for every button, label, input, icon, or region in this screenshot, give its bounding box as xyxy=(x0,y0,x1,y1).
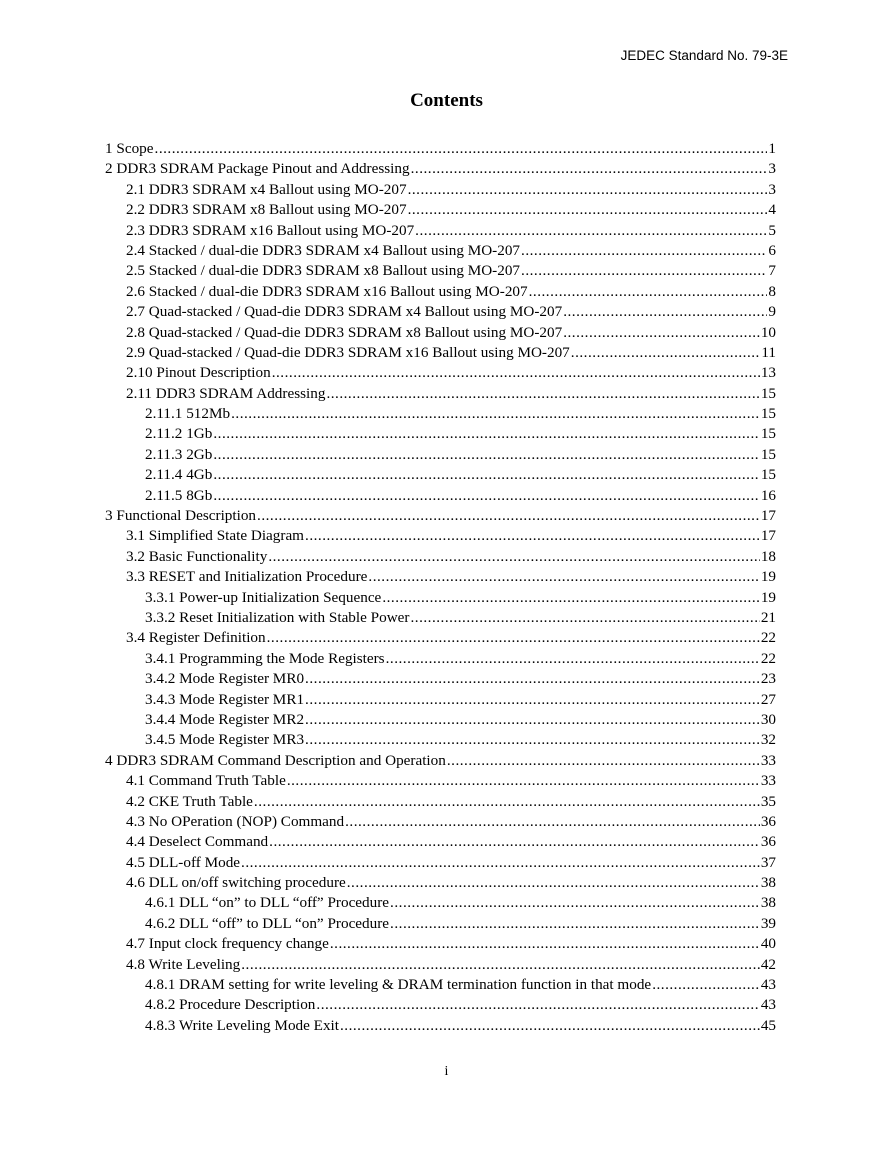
toc-entry-label: 2.5 Stacked / dual-die DDR3 SDRAM x8 Ballout using MO-207 xyxy=(126,262,521,280)
toc-entry-label: 4.8.2 Procedure Description xyxy=(145,996,316,1014)
toc-entry[interactable] xyxy=(105,548,776,568)
toc-entry-page: 30 xyxy=(760,710,776,728)
toc-entry-label: 4.2 CKE Truth Table xyxy=(126,792,253,810)
toc-dot-leader xyxy=(305,731,760,749)
toc-entry-page: 33 xyxy=(760,751,776,769)
toc-entry-page: 8 xyxy=(768,282,776,300)
toc-entry-page: 43 xyxy=(760,996,776,1014)
toc-entry-label: 4.8 Write Leveling xyxy=(126,955,241,973)
toc-entry-page: 3 xyxy=(768,180,776,198)
toc-dot-leader xyxy=(269,833,760,851)
toc-entry[interactable] xyxy=(105,222,776,242)
toc-dot-leader xyxy=(521,242,767,260)
toc-entry-page: 38 xyxy=(760,894,776,912)
toc-entry-label: 3.1 Simplified State Diagram xyxy=(126,527,305,545)
toc-entry-label: 4.8.1 DRAM setting for write leveling & DRAM termination function in that mode xyxy=(145,976,652,994)
toc-entry[interactable] xyxy=(105,609,776,629)
toc-entry-label: 2.9 Quad-stacked / Quad-die DDR3 SDRAM x16 Ballout using MO-207 xyxy=(126,343,570,361)
toc-entry-page: 19 xyxy=(760,568,776,586)
toc-dot-leader xyxy=(382,589,760,607)
toc-entry-page: 42 xyxy=(760,955,776,973)
toc-dot-leader xyxy=(529,283,768,301)
page-title: Contents xyxy=(410,90,483,111)
toc-dot-leader xyxy=(652,976,760,994)
toc-entry-label: 4.5 DLL-off Mode xyxy=(126,853,241,871)
toc-entry-page: 23 xyxy=(760,670,776,688)
toc-dot-leader xyxy=(213,487,759,505)
toc-entry-label: 2 DDR3 SDRAM Package Pinout and Addressing xyxy=(105,160,410,178)
toc-entry-page: 1 xyxy=(768,140,776,157)
toc-entry-label: 2.11 DDR3 SDRAM Addressing xyxy=(126,384,326,402)
toc-dot-leader xyxy=(213,466,759,484)
toc-entry[interactable] xyxy=(105,772,776,792)
toc-entry-label: 3.4.5 Mode Register MR3 xyxy=(145,731,305,749)
toc-entry-page: 18 xyxy=(760,547,776,565)
toc-dot-leader xyxy=(571,344,761,362)
toc-entry[interactable] xyxy=(105,262,776,282)
running-header: JEDEC Standard No. 79-3E xyxy=(620,48,788,63)
toc-entry-page: 22 xyxy=(760,649,776,667)
toc-entry[interactable] xyxy=(105,242,776,262)
toc-dot-leader xyxy=(267,629,760,647)
toc-dot-leader xyxy=(272,364,760,382)
toc-entry[interactable] xyxy=(105,854,776,874)
toc-entry-page: 9 xyxy=(768,303,776,321)
toc-entry-page: 11 xyxy=(761,343,776,361)
toc-entry-page: 4 xyxy=(768,201,776,219)
toc-dot-leader xyxy=(305,711,760,729)
toc-entry[interactable] xyxy=(105,303,776,323)
toc-entry-label: 2.11.1 512Mb xyxy=(145,405,231,423)
toc-entry[interactable] xyxy=(105,527,776,547)
table-of-contents xyxy=(105,140,776,1037)
toc-entry-label: 2.11.2 1Gb xyxy=(145,425,213,443)
toc-entry-label: 4.8.3 Write Leveling Mode Exit xyxy=(145,1016,339,1034)
toc-entry[interactable] xyxy=(105,283,776,303)
toc-entry-label: 4.6.1 DLL “on” to DLL “off” Procedure xyxy=(145,894,390,912)
toc-dot-leader xyxy=(447,752,760,770)
toc-entry-label: 3.4.4 Mode Register MR2 xyxy=(145,710,305,728)
toc-entry[interactable] xyxy=(105,874,776,894)
toc-dot-leader xyxy=(305,691,760,709)
toc-entry-page: 17 xyxy=(760,507,776,525)
toc-entry-label: 1 Scope xyxy=(105,140,154,157)
toc-entry-label: 2.2 DDR3 SDRAM x8 Ballout using MO-207 xyxy=(126,201,407,219)
toc-entry-page: 19 xyxy=(760,588,776,606)
toc-entry[interactable] xyxy=(105,446,776,466)
toc-entry-page: 16 xyxy=(760,486,776,504)
toc-dot-leader xyxy=(411,160,768,178)
toc-dot-leader xyxy=(241,956,760,974)
toc-entry-page: 36 xyxy=(760,833,776,851)
toc-entry-label: 4.3 No OPeration (NOP) Command xyxy=(126,812,345,830)
toc-entry[interactable] xyxy=(105,181,776,201)
toc-entry-label: 4 DDR3 SDRAM Command Description and Operation xyxy=(105,751,446,769)
toc-entry[interactable] xyxy=(105,691,776,711)
toc-entry-label: 3.4 Register Definition xyxy=(126,629,266,647)
toc-entry[interactable] xyxy=(105,201,776,221)
toc-entry-label: 4.6 DLL on/off switching procedure xyxy=(126,874,346,892)
toc-dot-leader xyxy=(268,548,759,566)
toc-entry-label: 3.3 RESET and Initialization Procedure xyxy=(126,568,368,586)
toc-entry-page: 17 xyxy=(760,527,776,545)
toc-entry-page: 15 xyxy=(760,384,776,402)
toc-dot-leader xyxy=(305,527,760,545)
toc-entry[interactable] xyxy=(105,956,776,976)
toc-entry-page: 21 xyxy=(760,608,776,626)
toc-entry-page: 15 xyxy=(760,405,776,423)
toc-entry-page: 40 xyxy=(760,935,776,953)
toc-entry[interactable] xyxy=(105,670,776,690)
toc-dot-leader xyxy=(563,303,767,321)
toc-dot-leader xyxy=(347,874,760,892)
toc-entry-page: 10 xyxy=(760,323,776,341)
toc-dot-leader xyxy=(287,772,760,790)
toc-entry-label: 2.1 DDR3 SDRAM x4 Ballout using MO-207 xyxy=(126,180,407,198)
toc-entry-page: 6 xyxy=(768,241,776,259)
toc-entry-page: 15 xyxy=(760,466,776,484)
toc-dot-leader xyxy=(390,915,760,933)
toc-entry[interactable] xyxy=(105,711,776,731)
toc-entry-page: 32 xyxy=(760,731,776,749)
toc-dot-leader xyxy=(386,650,760,668)
toc-entry-label: 3 Functional Description xyxy=(105,507,257,525)
toc-entry-page: 15 xyxy=(760,425,776,443)
toc-entry-page: 3 xyxy=(768,160,776,178)
toc-entry[interactable] xyxy=(105,160,776,180)
toc-entry[interactable] xyxy=(105,324,776,344)
toc-entry[interactable] xyxy=(105,344,776,364)
toc-entry[interactable] xyxy=(105,915,776,935)
toc-entry-label: 3.3.2 Reset Initialization with Stable Power xyxy=(145,608,410,626)
toc-entry-page: 43 xyxy=(760,976,776,994)
toc-dot-leader xyxy=(213,425,759,443)
toc-entry-label: 2.8 Quad-stacked / Quad-die DDR3 SDRAM x8 Ballout using MO-207 xyxy=(126,323,563,341)
toc-entry[interactable] xyxy=(105,507,776,527)
toc-entry[interactable] xyxy=(105,793,776,813)
toc-entry-label: 3.4.3 Mode Register MR1 xyxy=(145,690,305,708)
toc-entry[interactable] xyxy=(105,813,776,833)
toc-entry-label: 2.11.5 8Gb xyxy=(145,486,213,504)
toc-entry-page: 13 xyxy=(760,364,776,382)
toc-entry[interactable] xyxy=(105,894,776,914)
toc-dot-leader xyxy=(316,996,759,1014)
toc-dot-leader xyxy=(521,262,767,280)
toc-entry-page: 35 xyxy=(760,792,776,810)
toc-entry-label: 3.2 Basic Functionality xyxy=(126,547,268,565)
toc-dot-leader xyxy=(408,201,768,219)
toc-entry[interactable] xyxy=(105,833,776,853)
toc-entry-label: 4.1 Command Truth Table xyxy=(126,772,286,790)
toc-entry[interactable] xyxy=(105,364,776,384)
toc-entry[interactable] xyxy=(105,1017,776,1037)
toc-dot-leader xyxy=(340,1017,760,1035)
toc-entry-label: 2.7 Quad-stacked / Quad-die DDR3 SDRAM x4 Ballout using MO-207 xyxy=(126,303,563,321)
toc-entry[interactable] xyxy=(105,140,776,160)
toc-dot-leader xyxy=(368,568,759,586)
toc-entry[interactable] xyxy=(105,405,776,425)
toc-entry[interactable] xyxy=(105,731,776,751)
toc-entry[interactable] xyxy=(105,568,776,588)
toc-dot-leader xyxy=(326,385,759,403)
page-number: i xyxy=(444,1064,449,1079)
toc-entry-label: 4.7 Input clock frequency change xyxy=(126,935,329,953)
toc-dot-leader xyxy=(563,324,760,342)
toc-entry-page: 5 xyxy=(768,221,776,239)
toc-dot-leader xyxy=(257,507,760,525)
toc-entry[interactable] xyxy=(105,996,776,1016)
toc-entry[interactable] xyxy=(105,629,776,649)
toc-dot-leader xyxy=(345,813,760,831)
toc-dot-leader xyxy=(410,609,759,627)
toc-entry-label: 4.4 Deselect Command xyxy=(126,833,269,851)
toc-entry-page: 15 xyxy=(760,445,776,463)
toc-entry[interactable] xyxy=(105,752,776,772)
toc-dot-leader xyxy=(390,894,760,912)
toc-entry-label: 2.6 Stacked / dual-die DDR3 SDRAM x16 Ballout using MO-207 xyxy=(126,282,528,300)
toc-entry-page: 27 xyxy=(760,690,776,708)
toc-entry-label: 2.10 Pinout Description xyxy=(126,364,271,382)
toc-entry-label: 2.4 Stacked / dual-die DDR3 SDRAM x4 Ballout using MO-207 xyxy=(126,241,521,259)
toc-entry-page: 39 xyxy=(760,914,776,932)
toc-entry-label: 3.4.1 Programming the Mode Registers xyxy=(145,649,385,667)
toc-entry-label: 2.11.4 4Gb xyxy=(145,466,213,484)
toc-dot-leader xyxy=(213,446,759,464)
toc-entry[interactable] xyxy=(105,385,776,405)
toc-entry[interactable] xyxy=(105,487,776,507)
toc-entry-page: 7 xyxy=(768,262,776,280)
toc-dot-leader xyxy=(241,854,760,872)
toc-entry-label: 2.3 DDR3 SDRAM x16 Ballout using MO-207 xyxy=(126,221,415,239)
toc-entry-page: 36 xyxy=(760,812,776,830)
toc-entry-label: 3.3.1 Power-up Initialization Sequence xyxy=(145,588,382,606)
toc-entry[interactable] xyxy=(105,976,776,996)
toc-entry-page: 33 xyxy=(760,772,776,790)
toc-entry[interactable] xyxy=(105,589,776,609)
toc-entry-page: 22 xyxy=(760,629,776,647)
toc-dot-leader xyxy=(415,222,767,240)
toc-dot-leader xyxy=(330,935,760,953)
toc-entry-label: 4.6.2 DLL “off” to DLL “on” Procedure xyxy=(145,914,390,932)
toc-entry[interactable] xyxy=(105,650,776,670)
toc-dot-leader xyxy=(305,670,760,688)
toc-entry-page: 38 xyxy=(760,874,776,892)
toc-entry[interactable] xyxy=(105,935,776,955)
toc-dot-leader xyxy=(155,140,768,158)
toc-entry-label: 2.11.3 2Gb xyxy=(145,445,213,463)
toc-entry-label: 3.4.2 Mode Register MR0 xyxy=(145,670,305,688)
toc-entry[interactable] xyxy=(105,466,776,486)
toc-entry[interactable] xyxy=(105,425,776,445)
toc-dot-leader xyxy=(408,181,768,199)
toc-dot-leader xyxy=(231,405,760,423)
toc-entry-page: 37 xyxy=(760,853,776,871)
toc-entry-page: 45 xyxy=(760,1016,776,1034)
toc-dot-leader xyxy=(254,793,760,811)
